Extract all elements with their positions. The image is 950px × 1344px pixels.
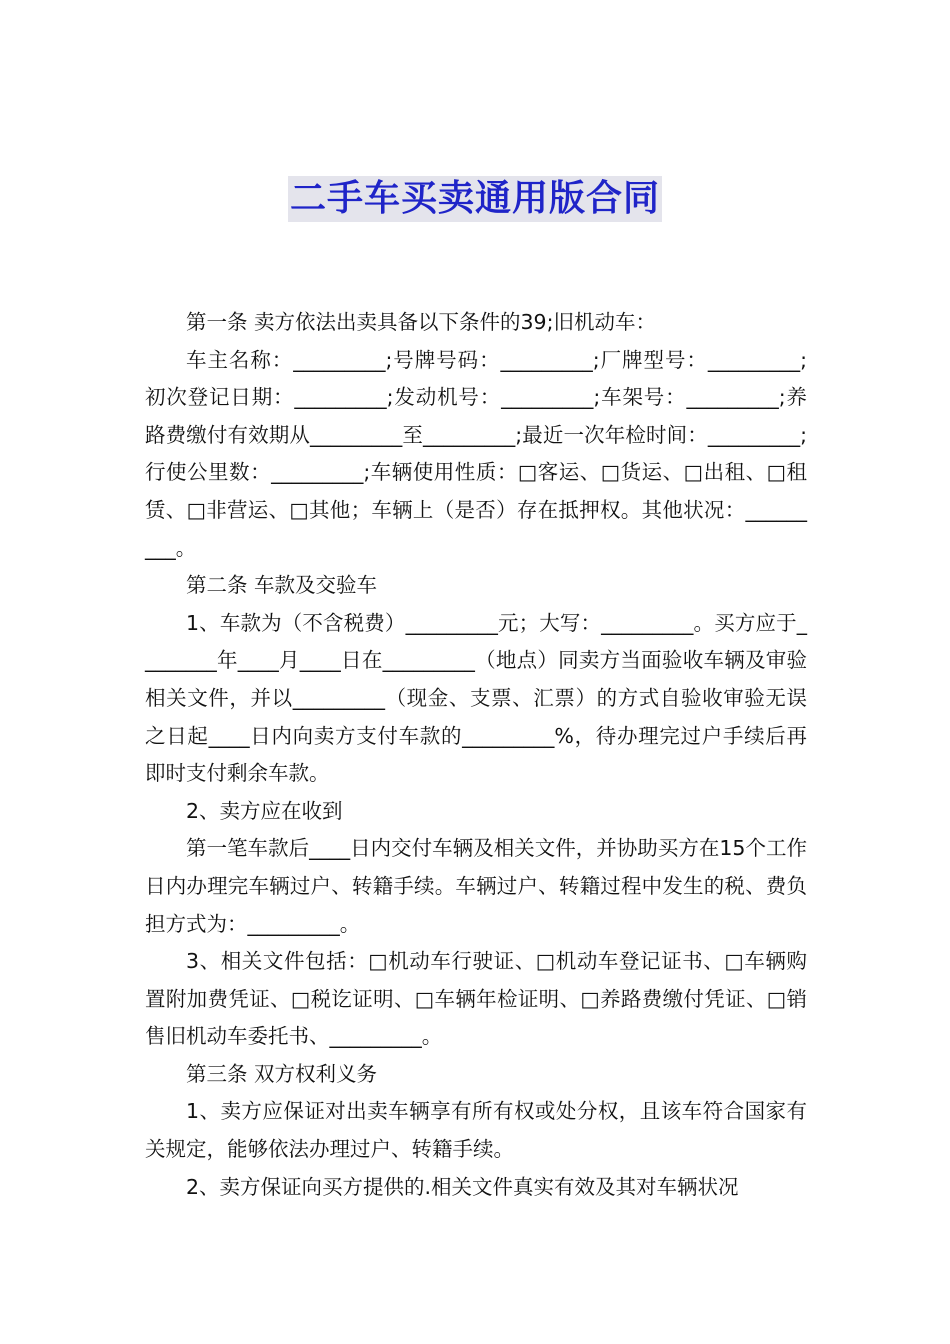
paragraph-seller-ownership: 1、卖方应保证对出卖车辆享有所有权或处分权，且该车符合国家有关规定，能够依法办理过户、转籍手续。 [145, 1099, 807, 1162]
paragraph-article-2-heading: 第二条 车款及交验车 [186, 573, 378, 598]
paragraph-vehicle-details: 车主名称：_________;号牌号码：_________;厂牌型号：_________;初次登记日期：_________;发动机号：_________;车架号：_________;养路费缴付有效期从_________至_________;最近一次年检时间：_________;行使公里数：_________;车辆使用性质：□客运、□货运、□出租、□租赁、□非营运、□其他；车辆上（是否）存在抵押权。其他状况：_________。 [145, 347, 807, 560]
paragraph-article-3-heading: 第三条 双方权利义务 [186, 1061, 378, 1086]
paragraph-related-documents: 3、相关文件包括：□机动车行驶证、□机动车登记证书、□车辆购置附加费凭证、□税讫证明、□车辆年检证明、□养路费缴付凭证、□销售旧机动车委托书、_________。 [145, 949, 807, 1049]
paragraph-payment-terms: 1、车款为（不含税费）_________元；大写：_________。买方应于________年____月____日在_________（地点）同卖方当面验收车辆及审验相关文件，并以_________（现金、支票、汇票）的方式自验收审验无误之日起____日内向卖方支付车款的_________%，待办理完过户手续后再即时支付剩余车款。 [145, 610, 807, 786]
document-title: 二手车买卖通用版合同 [288, 176, 662, 222]
paragraph-seller-guarantee: 2、卖方保证向买方提供的.相关文件真实有效及其对车辆状况 [186, 1174, 739, 1199]
title-block [0, 176, 950, 222]
paragraph-delivery-terms: 第一笔车款后____日内交付车辆及相关文件，并协助买方在15个工作日内办理完车辆过户、转籍手续。车辆过户、转籍过程中发生的税、费负担方式为：_________。 [145, 836, 807, 936]
contract-body [145, 304, 807, 1206]
paragraph-seller-receipt: 2、卖方应在收到 [186, 798, 343, 823]
paragraph-article-1-heading: 第一条 卖方依法出卖具备以下条件的39;旧机动车： [186, 310, 657, 334]
